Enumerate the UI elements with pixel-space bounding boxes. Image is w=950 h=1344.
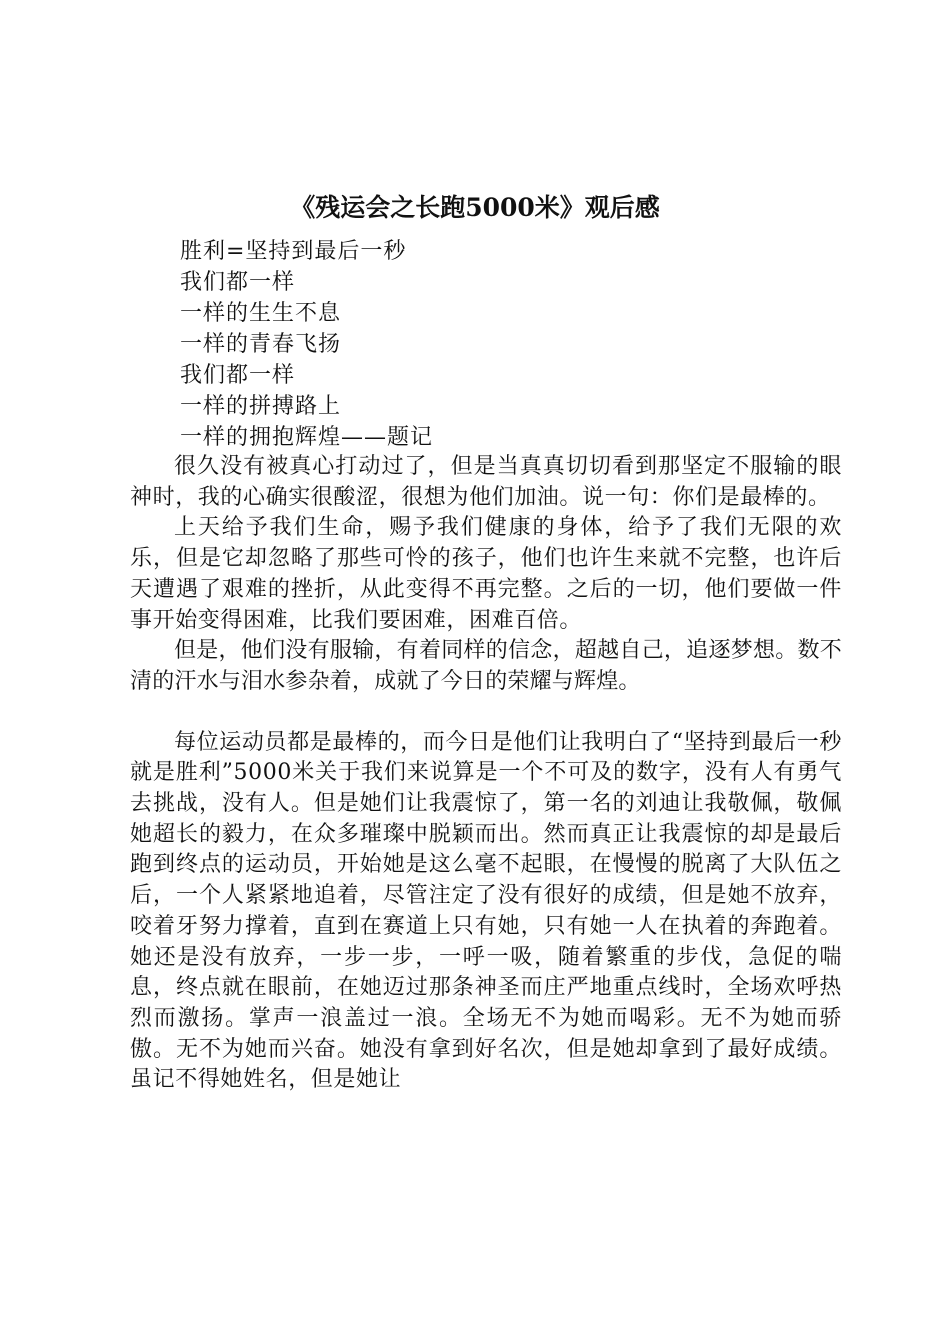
epigraph-line: 我们都一样 (180, 363, 296, 388)
epigraph-line: 胜利=坚持到最后一秒 (180, 239, 407, 264)
epigraph-line: 一样的青春飞扬 (180, 332, 342, 357)
epigraph-line: 一样的拼搏路上 (180, 394, 342, 419)
epigraph-line: 一样的拥抱辉煌——题记 (180, 425, 434, 450)
document-title: 《残运会之长跑5000米》观后感 (290, 193, 660, 222)
paragraph: 很久没有被真心打动过了，但是当真真切切看到那坚定不服输的眼神时，我的心确实很酸涩，很想为他们加油。说一句：你们是最棒的。 (130, 454, 842, 510)
document-body (130, 452, 842, 1096)
paragraph: 但是，他们没有服输，有着同样的信念，超越自己，追逐梦想。数不清的汗水与泪水参杂着，成就了今日的荣耀与辉煌。 (130, 638, 842, 694)
epigraph-line: 一样的生生不息 (180, 301, 342, 326)
paragraph-spacer (130, 698, 842, 728)
paragraph: 每位运动员都是最棒的，而今日是他们让我明白了“坚持到最后一秒就是胜利”5000米关于我们来说算是一个不可及的数字，没有人有勇气去挑战，没有人。但是她们让我震惊了，第一名的刘迪让我敬佩，敬佩她超长的毅力，在众多璀璨中脱颖而出。然而真正让我震惊的却是最后跑到终点的运动员，开始她是这么毫不起眼，在慢慢的脱离了大队伍之后，一个人紧紧地追着，尽管注定了没有很好的成绩，但是她不放弃，咬着牙努力撑着，直到在赛道上只有她，只有她一人在执着的奔跑着。她还是没有放弃，一步一步，一呼一吸，随着繁重的步伐，急促的喘息，终点就在眼前，在她迈过那条神圣而庄严地重点线时，全场欢呼热烈而激扬。掌声一浪盖过一浪。全场无不为她而喝彩。无不为她而骄傲。无不为她而兴奋。她没有拿到好名次，但是她却拿到了最好成绩。虽记不得她姓名，但是她让 (130, 729, 842, 1093)
epigraph-line: 我们都一样 (180, 270, 296, 295)
epigraph (180, 236, 880, 453)
paragraph: 上天给予我们生命，赐予我们健康的身体，给予了我们无限的欢乐，但是它却忽略了那些可怜的孩子，他们也许生来就不完整，也许后天遭遇了艰难的挫折，从此变得不再完整。之后的一切，他们要做一件事开始变得困难，比我们要困难，困难百倍。 (130, 515, 842, 633)
